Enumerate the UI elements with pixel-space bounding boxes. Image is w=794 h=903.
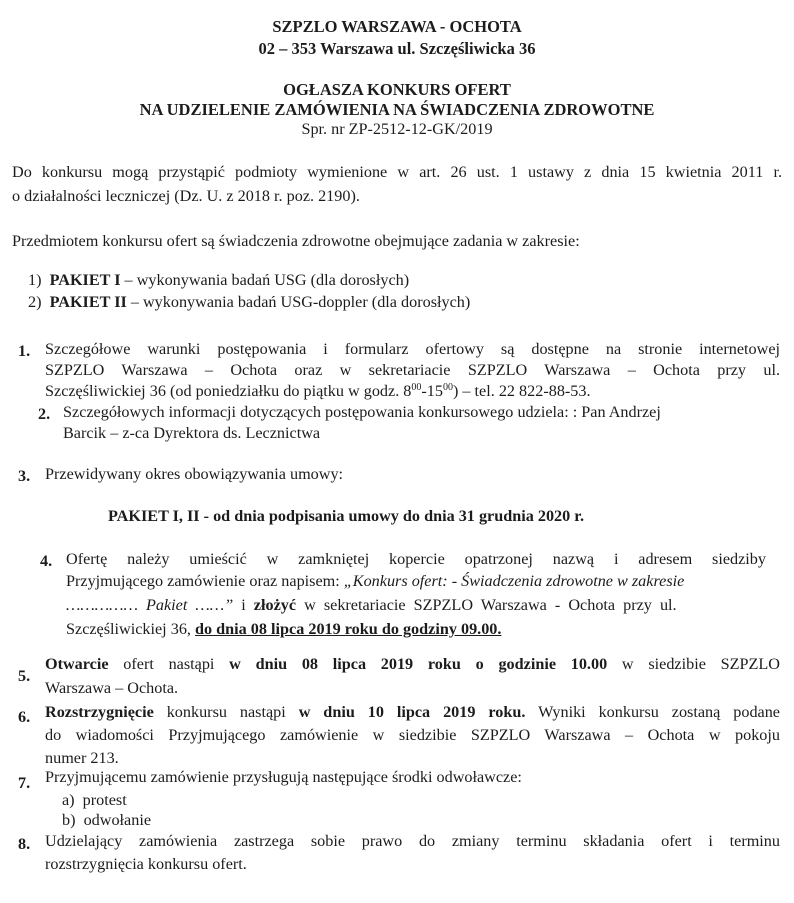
item-1-line-1: Szczegółowe warunki postępowania i formularz ofertowy są dostępne na stronie internetowej: [45, 340, 780, 358]
item-6-line-3: numer 213.: [45, 749, 119, 767]
item-2-line-2: Barcik – z-ca Dyrektora ds. Lecznictwa: [63, 424, 321, 442]
item-number: 7.: [18, 774, 31, 792]
announcement-title: OGŁASZA KONKURS OFERT: [283, 80, 511, 99]
org-address: 02 – 353 Warszawa ul. Szczęśliwicka 36: [258, 39, 536, 58]
item-4-line-4: Szczęśliwickiej 36, do dnia 08 lipca 2019 roku do godziny 09.00.: [66, 620, 502, 638]
item-5-line-1: Otwarcie ofert nastąpi w dniu 08 lipca 2019 roku o godzinie 10.00 w siedzibie SZPZLO: [45, 655, 780, 673]
item-3-line-1: Przewidywany okres obowiązywania umowy:: [45, 465, 344, 483]
deadline: do dnia 08 lipca 2019 roku do godziny 09.00.: [195, 620, 502, 638]
item-number: 1.: [18, 342, 31, 360]
package-name: PAKIET II: [49, 293, 127, 311]
item-1-line-2: SZPZLO Warszawa – Ochota oraz w sekretariacie SZPZLO Warszawa – Ochota przy ul.: [45, 361, 780, 379]
announcement-subtitle: NA UDZIELENIE ZAMÓWIENIA NA ŚWIADCZENIA ZDROWOTNE: [139, 100, 655, 119]
item-7-line-1: Przyjmującemu zamówienie przysługują następujące środki odwoławcze:: [45, 768, 522, 786]
item-2-line-1: Szczegółowych informacji dotyczących postępowania konkursowego udziela: : Pan Andrzej: [63, 403, 661, 421]
item-number: 4.: [40, 552, 53, 570]
package-item: [28, 293, 470, 312]
package-desc: – wykonywania badań USG (dla dorosłych): [120, 271, 410, 289]
item-6-line-1: Rozstrzygnięcie konkursu nastąpi w dniu 10 lipca 2019 roku. Wyniki konkursu zostaną podane: [45, 703, 780, 721]
package-desc: – wykonywania badań USG-doppler (dla dorosłych): [126, 293, 471, 311]
list-item: b) odwołanie: [62, 811, 152, 829]
item-number: 2.: [38, 405, 51, 423]
package-number: 2): [28, 293, 42, 311]
package-name: PAKIET I: [49, 271, 121, 289]
item-number: 8.: [18, 835, 31, 853]
intro-subject: Przedmiotem konkursu ofert są świadczenia zdrowotne obejmujące zadania w zakresie:: [12, 232, 580, 250]
item-4-line-2: Przyjmującego zamówienie oraz napisem: „Konkurs ofert: - Świadczenia zdrowotne w zakresie: [66, 572, 685, 590]
item-1-line-3: Szczęśliwickiej 36 (od poniedziałku do piątku w godz. $8^{00}-15^{00}$) – tel. 22 822-88-53.: [45, 382, 591, 400]
list-item: a) protest: [62, 791, 127, 809]
reference-number: Spr. nr ZP-2512-12-GK/2019: [301, 120, 493, 138]
contract-term: PAKIET I, II - od dnia podpisania umowy do dnia 31 grudnia 2020 r.: [108, 507, 585, 525]
item-number: 6.: [18, 708, 31, 726]
item-5-line-2: Warszawa – Ochota.: [45, 679, 179, 697]
item-number: 3.: [18, 467, 31, 485]
intro-line-1: Do konkursu mogą przystąpić podmioty wymienione w art. 26 ust. 1 ustawy z dnia 15 kwietnia 2011 r.: [12, 163, 782, 181]
item-8-line-2: rozstrzygnięcia konkursu ofert.: [45, 855, 247, 873]
package-number: 1): [28, 271, 42, 289]
org-name: SZPZLO WARSZAWA - OCHOTA: [272, 17, 522, 36]
intro-line-2: o działalności leczniczej (Dz. U. z 2018 r. poz. 2190).: [12, 187, 360, 205]
item-4-line-3: …………… Pakiet ……” i złożyć w sekretariacie SZPZLO Warszawa - Ochota przy ul.: [66, 596, 677, 614]
package-item: [28, 271, 409, 290]
item-number: 5.: [18, 667, 31, 685]
item-4-line-1: Ofertę należy umieścić w zamkniętej kopercie opatrzonej nazwą i adresem siedziby: [66, 550, 766, 568]
item-8-line-1: Udzielający zamówienia zastrzega sobie prawo do zmiany terminu składania ofert i terminu: [45, 832, 780, 850]
item-6-line-2: do wiadomości Przyjmującego zamówienie w siedzibie SZPZLO Warszawa – Ochota w pokoju: [45, 726, 780, 744]
